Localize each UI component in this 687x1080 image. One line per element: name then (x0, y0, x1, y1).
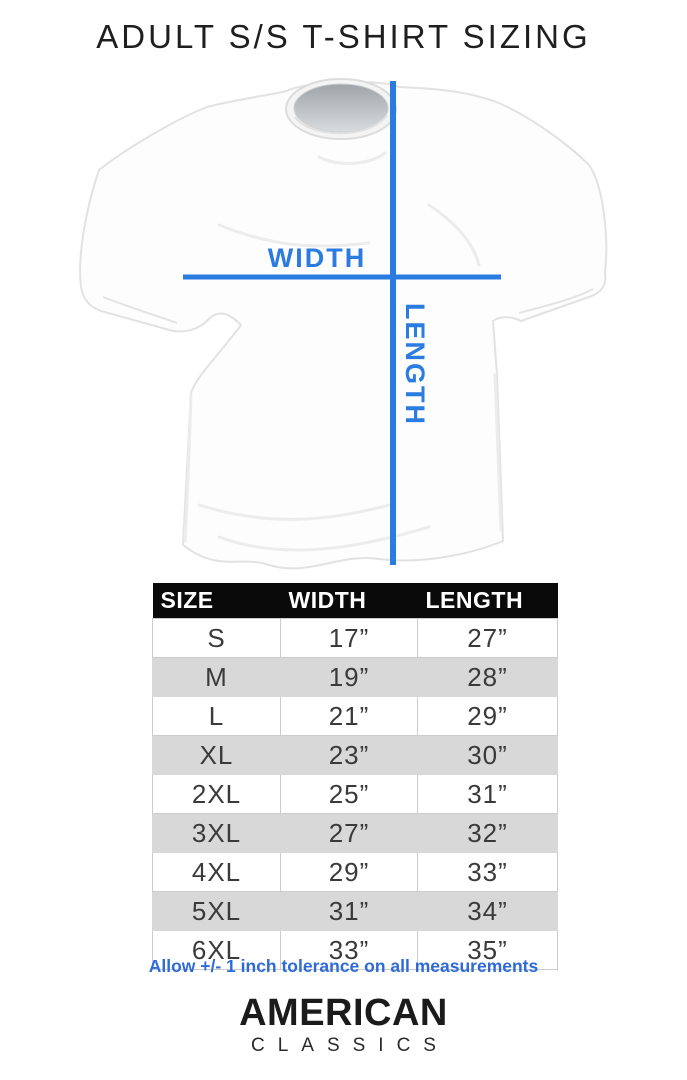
size-table-body (153, 619, 558, 970)
size-table-head (153, 583, 558, 619)
cell-size: 6XL (153, 931, 281, 970)
cell-size: L (153, 697, 281, 736)
cell-length: 28” (418, 658, 558, 697)
cell-length: 31” (418, 775, 558, 814)
cell-width: 33” (281, 931, 418, 970)
length-label: LENGTH (400, 303, 430, 426)
cell-width: 25” (281, 775, 418, 814)
size-row-4xl (153, 853, 558, 892)
cell-size: 2XL (153, 775, 281, 814)
page-title: ADULT S/S T-SHIRT SIZING (96, 18, 591, 55)
cell-width: 21” (281, 697, 418, 736)
collar-opening (294, 84, 388, 132)
cell-length: 33” (418, 853, 558, 892)
size-row-m (153, 658, 558, 697)
cell-width: 17” (281, 619, 418, 658)
cell-size: 5XL (153, 892, 281, 931)
cell-size: S (153, 619, 281, 658)
cell-size: 3XL (153, 814, 281, 853)
cell-width: 31” (281, 892, 418, 931)
column-header-size: SIZE (153, 583, 281, 619)
size-row-2xl (153, 775, 558, 814)
column-header-width: WIDTH (281, 583, 418, 619)
brand-logo (0, 994, 687, 1055)
cell-length: 32” (418, 814, 558, 853)
cell-width: 23” (281, 736, 418, 775)
size-row-s (153, 619, 558, 658)
width-label: WIDTH (267, 243, 367, 273)
tshirt-illustration (69, 75, 619, 575)
cell-width: 19” (281, 658, 418, 697)
size-row-5xl (153, 892, 558, 931)
cell-size: M (153, 658, 281, 697)
tshirt-svg (69, 75, 619, 575)
cell-width: 29” (281, 853, 418, 892)
cell-size: 4XL (153, 853, 281, 892)
brand-name: AMERICAN (239, 992, 448, 1034)
tshirt-body-shape (80, 82, 606, 568)
size-row-3xl (153, 814, 558, 853)
cell-length: 35” (418, 931, 558, 970)
cell-length: 34” (418, 892, 558, 931)
cell-length: 29” (418, 697, 558, 736)
column-header-length: LENGTH (418, 583, 558, 619)
cell-width: 27” (281, 814, 418, 853)
cell-size: XL (153, 736, 281, 775)
size-row-l (153, 697, 558, 736)
cell-length: 27” (418, 619, 558, 658)
size-table (152, 583, 558, 970)
size-table-head-row (153, 583, 558, 619)
size-row-xl (153, 736, 558, 775)
cell-length: 30” (418, 736, 558, 775)
tolerance-note: Allow +/- 1 inch tolerance on all measurements (148, 956, 539, 976)
brand-subname: CLASSICS (251, 1035, 449, 1056)
